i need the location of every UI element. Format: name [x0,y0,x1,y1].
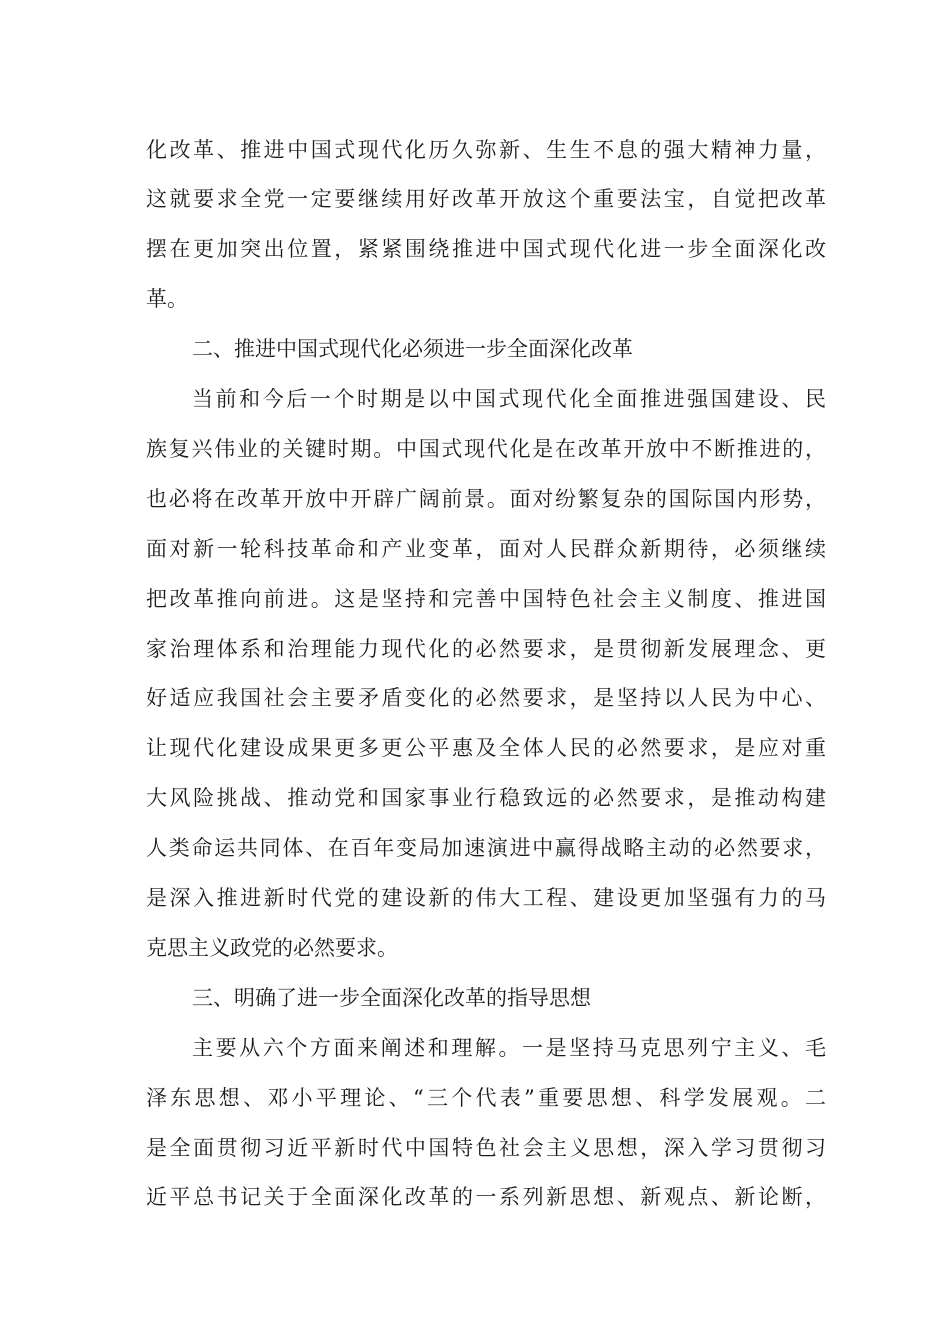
paragraph-line: 让现代化建设成果更多更公平惠及全体人民的必然要求，是应对重 [146,736,826,760]
paragraph-line: 泽东思想、邓小平理论、“三个代表”重要思想、科学发展观。二 [146,1086,826,1110]
section-heading: 二、推进中国式现代化必须进一步全面深化改革 [192,337,633,361]
paragraph-line: 化改革、推进中国式现代化历久弥新、生生不息的强大精神力量， [146,138,826,162]
paragraph-line: 当前和今后一个时期是以中国式现代化全面推进强国建设、民 [192,387,826,411]
paragraph-line: 人类命运共同体、在百年变局加速演进中赢得战略主动的必然要求， [146,836,826,860]
paragraph-line: 克思主义政党的必然要求。 [146,936,398,960]
paragraph-line: 把改革推向前进。这是坚持和完善中国特色社会主义制度、推进国 [146,587,826,611]
paragraph-line: 族复兴伟业的关键时期。中国式现代化是在改革开放中不断推进的， [146,437,826,461]
paragraph-line: 主要从六个方面来阐述和理解。一是坚持马克思列宁主义、毛 [192,1036,826,1060]
paragraph-line: 是全面贯彻习近平新时代中国特色社会主义思想，深入学习贯彻习 [146,1136,826,1160]
paragraph-line: 好适应我国社会主要矛盾变化的必然要求，是坚持以人民为中心、 [146,686,826,710]
paragraph-line: 家治理体系和治理能力现代化的必然要求，是贯彻新发展理念、更 [146,637,826,661]
paragraph-line: 面对新一轮科技革命和产业变革，面对人民群众新期待，必须继续 [146,537,826,561]
paragraph-line: 革。 [146,287,188,311]
paragraph-line: 也必将在改革开放中开辟广阔前景。面对纷繁复杂的国际国内形势， [146,487,826,511]
paragraph-line: 摆在更加突出位置，紧紧围绕推进中国式现代化进一步全面深化改 [146,237,826,261]
section-heading: 三、明确了进一步全面深化改革的指导思想 [192,986,591,1010]
paragraph-line: 这就要求全党一定要继续用好改革开放这个重要法宝，自觉把改革 [146,187,826,211]
paragraph-line: 大风险挑战、推动党和国家事业行稳致远的必然要求，是推动构建 [146,786,826,810]
paragraph-line: 是深入推进新时代党的建设新的伟大工程、建设更加坚强有力的马 [146,886,826,910]
paragraph-line: 近平总书记关于全面深化改革的一系列新思想、新观点、新论断， [146,1185,826,1209]
